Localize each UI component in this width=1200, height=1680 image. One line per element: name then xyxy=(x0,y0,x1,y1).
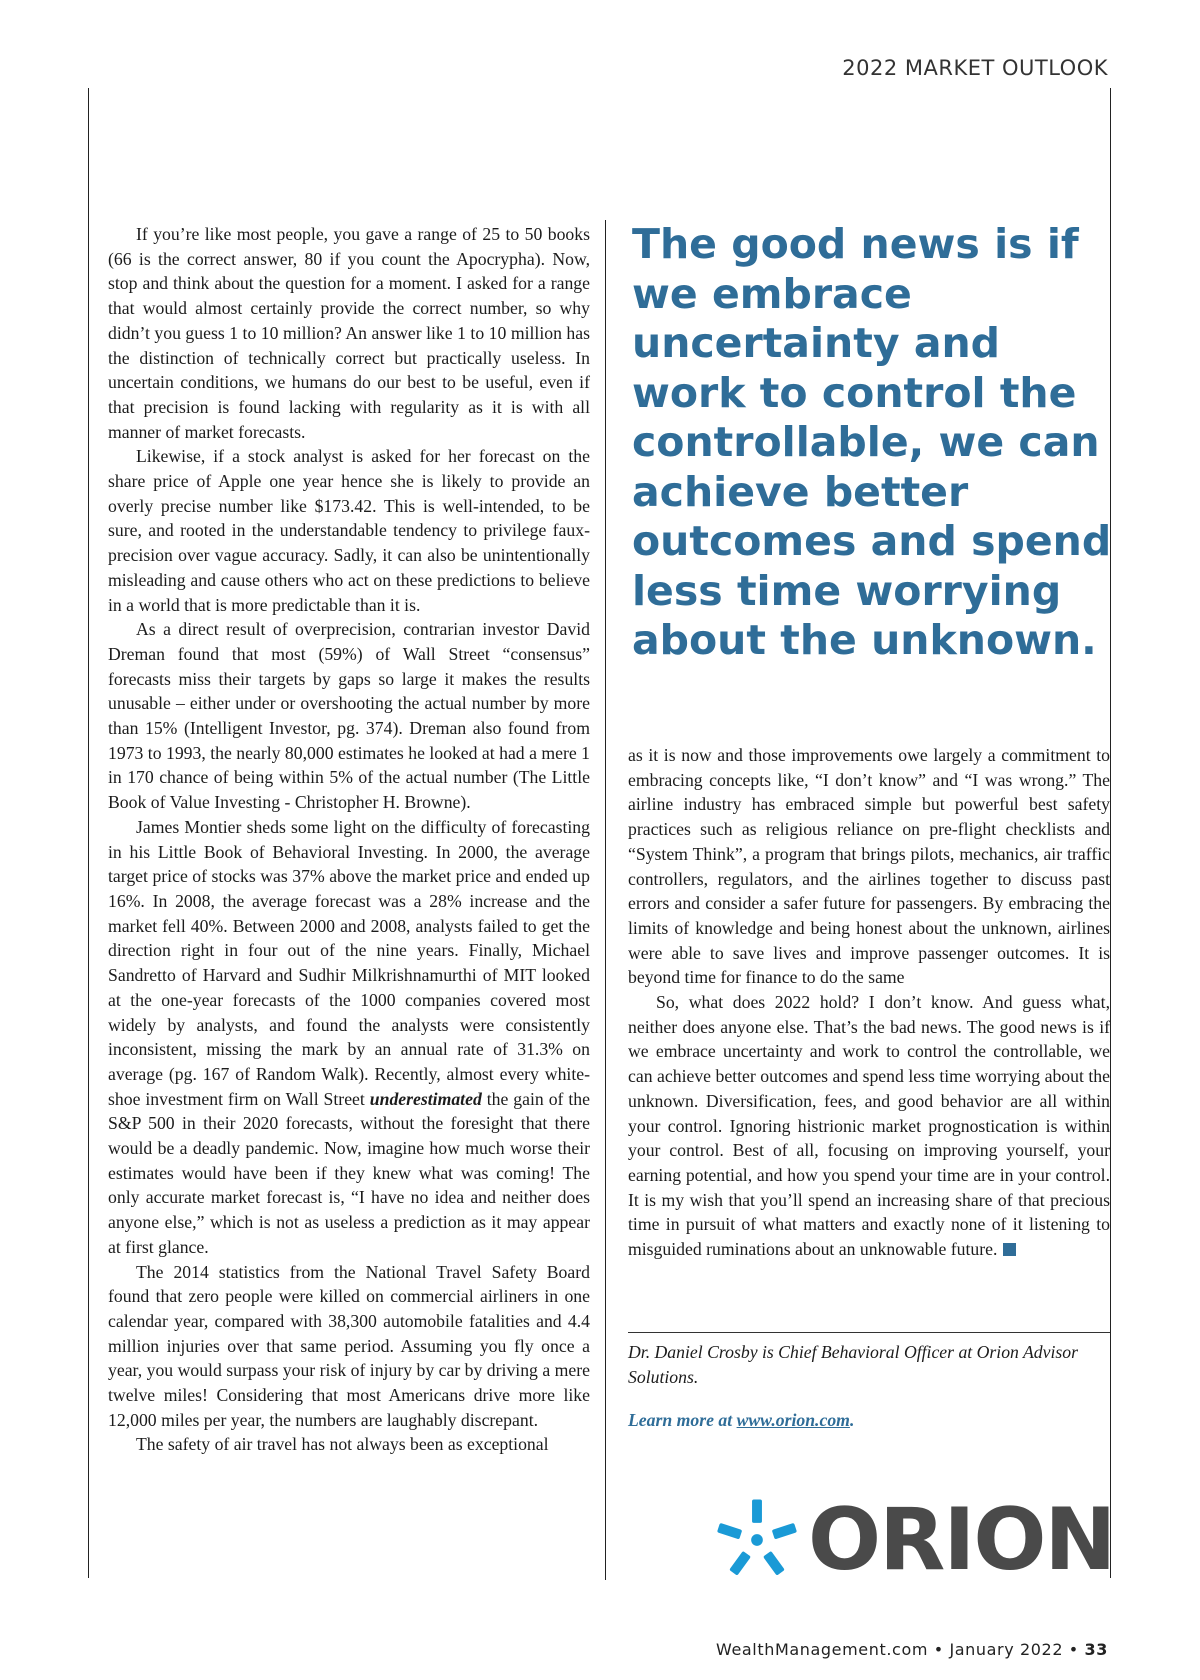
paragraph: As a direct result of overprecision, contrarian investor David Dreman found that most (59%) of Wall Street “consensus” forecasts miss their targets by gaps so large it makes the results unusable – either under or overshooting the actual number by more than 15% (Intelligent Investor, pg. 374). Dreman also found from 1973 to 1993, the nearly 80,000 estimates he looked at had a mere 1 in 170 chance of being within 5% of the actual number (The Little Book of Value Investing - Christopher H. Browne). xyxy=(108,619,590,813)
orion-logo-text: ORION xyxy=(808,1490,1115,1590)
page-footer xyxy=(716,1640,1108,1659)
pull-quote: The good news is if we embrace uncertainty and work to control the controllable, we can achieve better outcomes and spend less time worrying about the unknown. xyxy=(632,220,1112,664)
paragraph-text: So, what does 2022 hold? I don’t know. And guess what, neither does anyone else. That’s the bad news. The good news is if we embrace uncertainty and work to control the controllable, we can achieve better outcomes and spend less time worrying about the unknown. Diversification, fees, and good behavior are all within your control. Ignoring histrionic market prognostication is within your control. Best of all, focusing on improving yourself, your earning potential, and how you spend your time are in your control. It is my wish that you’ll spend an increasing share of that precious time in pursuit of what matters and exactly none of it listening to misguided ruminations about an unknowable future. xyxy=(628,992,1110,1260)
orion-logo xyxy=(712,1490,1115,1590)
bio-divider xyxy=(628,1332,1110,1333)
paragraph: The 2014 statistics from the National Travel Safety Board found that zero people were killed on commercial airliners in one calendar year, compared with 38,300 automobile fatalities and 4.4 million injuries over that same period. Assuming you fly once a year, you would surpass your risk of injury by car by driving a mere twelve miles! Considering that most Americans drive more like 12,000 miles per year, the numbers are laughably discrepant. xyxy=(108,1261,590,1430)
orion-website-link[interactable]: www.orion.com xyxy=(736,1410,850,1430)
footer-separator: • xyxy=(1068,1640,1079,1659)
left-column-rule xyxy=(88,88,89,1578)
paragraph: The safety of air travel has not always been as exceptional xyxy=(136,1434,549,1455)
paragraph-text: James Montier sheds some light on the difficulty of forecasting in his Little Book of Behavioral Investing. In 2000, the average target price of stocks was 37% above the market price and ended up 16%. In 2008, the average forecast was a 28% increase and the market fell 40%. Between 2000 and 2008, analysts failed to get the direction right in four out of the nine years. Finally, Michael Sandretto of Harvard and Sudhir Milkrishnamurthi of MIT looked at the one-year forecasts of the 1000 companies covered most widely by analysts, and found the analysts were consistently inconsistent, missing the mark by an annual rate of 31.3% on average (pg. 167 of Random Walk). Recently, almost every white-shoe investment firm on Wall Street underestimated the gain of the S&P 500 in their 2020 forecasts, without the foresight that there would be a deadly pandemic. Now, imagine how much worse their estimates would have been if they knew what was coming! The only accurate market forecast is, “I have no idea and neither does anyone else,” which is not as useless a prediction as it may appear at first glance. xyxy=(108,816,590,1257)
right-column xyxy=(628,743,1110,1262)
paragraph-with-emphasis xyxy=(108,815,590,1260)
learn-more xyxy=(628,1410,1110,1431)
paragraph-final xyxy=(628,990,1110,1262)
end-mark-icon xyxy=(1003,1243,1016,1256)
author-bio: Dr. Daniel Crosby is Chief Behavioral Officer at Orion Advisor Solutions. xyxy=(628,1342,1079,1387)
paragraph: Likewise, if a stock analyst is asked for her forecast on the share price of Apple one year hence she is likely to provide an overly precise number like $173.42. This is well-intended, to be sure, and rooted in the understandable tendency to privilege faux-precision over vague accuracy. Sadly, it can also be unintentionally misleading and cause others who act on these predictions to believe in a world that is more predictable than it is. xyxy=(108,446,590,615)
left-column xyxy=(108,222,590,1457)
learn-more-prefix: Learn more at xyxy=(628,1410,737,1430)
section-header: 2022 MARKET OUTLOOK xyxy=(842,56,1108,80)
footer-separator: • xyxy=(933,1640,944,1659)
paragraph: as it is now and those improvements owe largely a commitment to embracing concepts like, “I don’t know” and “I was wrong.” The airline industry has embraced simple but powerful best safety practices such as religious reliance on pre-flight checklists and “System Think”, a program that brings pilots, mechanics, air traffic controllers, regulators, and the airlines together to discuss past errors and consider a safer future for passengers. By embracing the limits of knowledge and being honest about the unknown, airlines were able to save lives and improve passenger outcomes. It is beyond time for finance to do the same xyxy=(628,745,1110,988)
middle-column-rule xyxy=(605,220,606,1580)
paragraph: If you’re like most people, you gave a range of 25 to 50 books (66 is the correct answer, 80 if you count the Apocrypha). Now, stop and think about the question for a moment. I asked for a range that would almost certainly provide the correct number, so why didn’t you guess 1 to 10 million? An answer like 1 to 10 million has the distinction of technically correct but practically useless. In uncertain conditions, we humans do our best to be useful, even if that precision is found lacking with regularity as it is with all manner of market forecasts. xyxy=(108,224,590,442)
page-number: 33 xyxy=(1084,1640,1108,1659)
footer-date: January 2022 xyxy=(949,1640,1064,1659)
emphasis: underestimated xyxy=(369,1088,482,1109)
learn-more-suffix: . xyxy=(849,1410,855,1430)
footer-site: WealthManagement.com xyxy=(715,1640,929,1659)
asterisk-star-icon xyxy=(712,1495,802,1585)
